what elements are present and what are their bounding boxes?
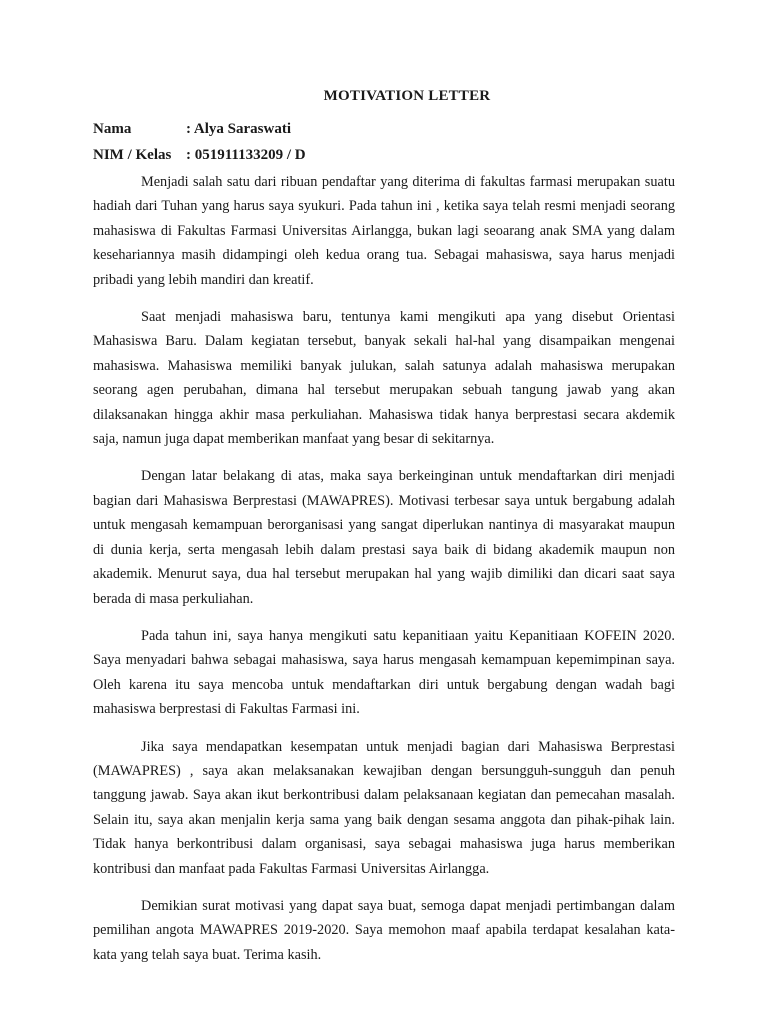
paragraph: Demikian surat motivasi yang dapat saya buat, semoga dapat menjadi pertimbangan dalam pemilihan angota MAWAPRES 2019-2020. Saya memohon maaf apabila terdapat kesalahan kata-kata yang telah saya buat. Terima kasih. bbox=[93, 897, 675, 963]
name-value: : Alya Saraswati bbox=[186, 121, 291, 137]
name-row bbox=[93, 121, 291, 138]
nim-class-label: NIM / Kelas bbox=[93, 147, 172, 163]
letter-body bbox=[93, 170, 675, 980]
document-title: MOTIVATION LETTER bbox=[323, 88, 491, 104]
name-label: Nama bbox=[93, 121, 132, 137]
paragraph: Menjadi salah satu dari ribuan pendaftar yang diterima di fakultas farmasi merupakan suatu hadiah dari Tuhan yang harus saya syukuri. Pada tahun ini , ketika saya telah resmi menjadi seorang mahasiswa di Fakultas Farmasi Universitas Airlangga, bukan lagi seoarang anak SMA yang dalam kesehariannya masih didampingi oleh kedua orang tua. Sebagai mahasiswa, saya harus menjadi pribadi yang lebih mandiri dan kreatif. bbox=[93, 174, 675, 288]
paragraph: Dengan latar belakang di atas, maka saya berkeinginan untuk mendaftarkan diri menjadi bagian dari Mahasiswa Berprestasi (MAWAPRES). Motivasi terbesar saya untuk bergabung adalah untuk mengasah kemampuan berorganisasi yang sangat diperlukan nantinya di masyarakat maupun di dunia kerja, serta mengasah lebih dalam prestasi saya baik di bidang akademik maupun non akademik. Menurut saya, dua hal tersebut merupakan hal yang wajib dimiliki dan dicari saat saya berada di masa perkuliahan. bbox=[93, 468, 675, 607]
nim-class-row bbox=[93, 147, 306, 164]
paragraph: Pada tahun ini, saya hanya mengikuti satu kepanitiaan yaitu Kepanitiaan KOFEIN 2020. Saya menyadari bahwa sebagai mahasiswa, saya harus mengasah kemampuan kepemimpinan saya. Oleh karena itu saya mencoba untuk mendaftarkan diri untuk bergabung dengan wadah bagi mahasiswa berprestasi di Fakultas Farmasi ini. bbox=[93, 627, 675, 718]
paragraph: Jika saya mendapatkan kesempatan untuk menjadi bagian dari Mahasiswa Berprestasi (MAWAPRES) , saya akan melaksanakan kewajiban dengan bersungguh-sungguh dan penuh tanggung jawab. Saya akan ikut berkontribusi dalam pelaksanaan kegiatan dan pemecahan masalah. Selain itu, saya akan menjalin kerja sama yang baik dengan sesama anggota dan pihak-pihak lain. Tidak hanya berkontribusi dalam organisasi, saya sebagai mahasiswa juga harus memberikan kontribusi dan manfaat pada Fakultas Farmasi Universitas Airlangga. bbox=[93, 738, 675, 877]
nim-class-value: : 051911133209 / D bbox=[186, 147, 306, 163]
paragraph: Saat menjadi mahasiswa baru, tentunya kami mengikuti apa yang disebut Orientasi Mahasiswa Baru. Dalam kegiatan tersebut, banyak sekali hal-hal yang disampaikan mengenai mahasiswa. Mahasiswa memiliki banyak julukan, salah satunya adalah mahasiswa merupakan seorang agen perubahan, dimana hal tersebut merupakan sebuah tangung jawab yang akan dilaksanakan hingga akhir masa perkuliahan. Mahasiswa tidak hanya berprestasi secara akdemik saja, namun juga dapat memberikan manfaat yang besar di sekitarnya. bbox=[93, 309, 675, 448]
